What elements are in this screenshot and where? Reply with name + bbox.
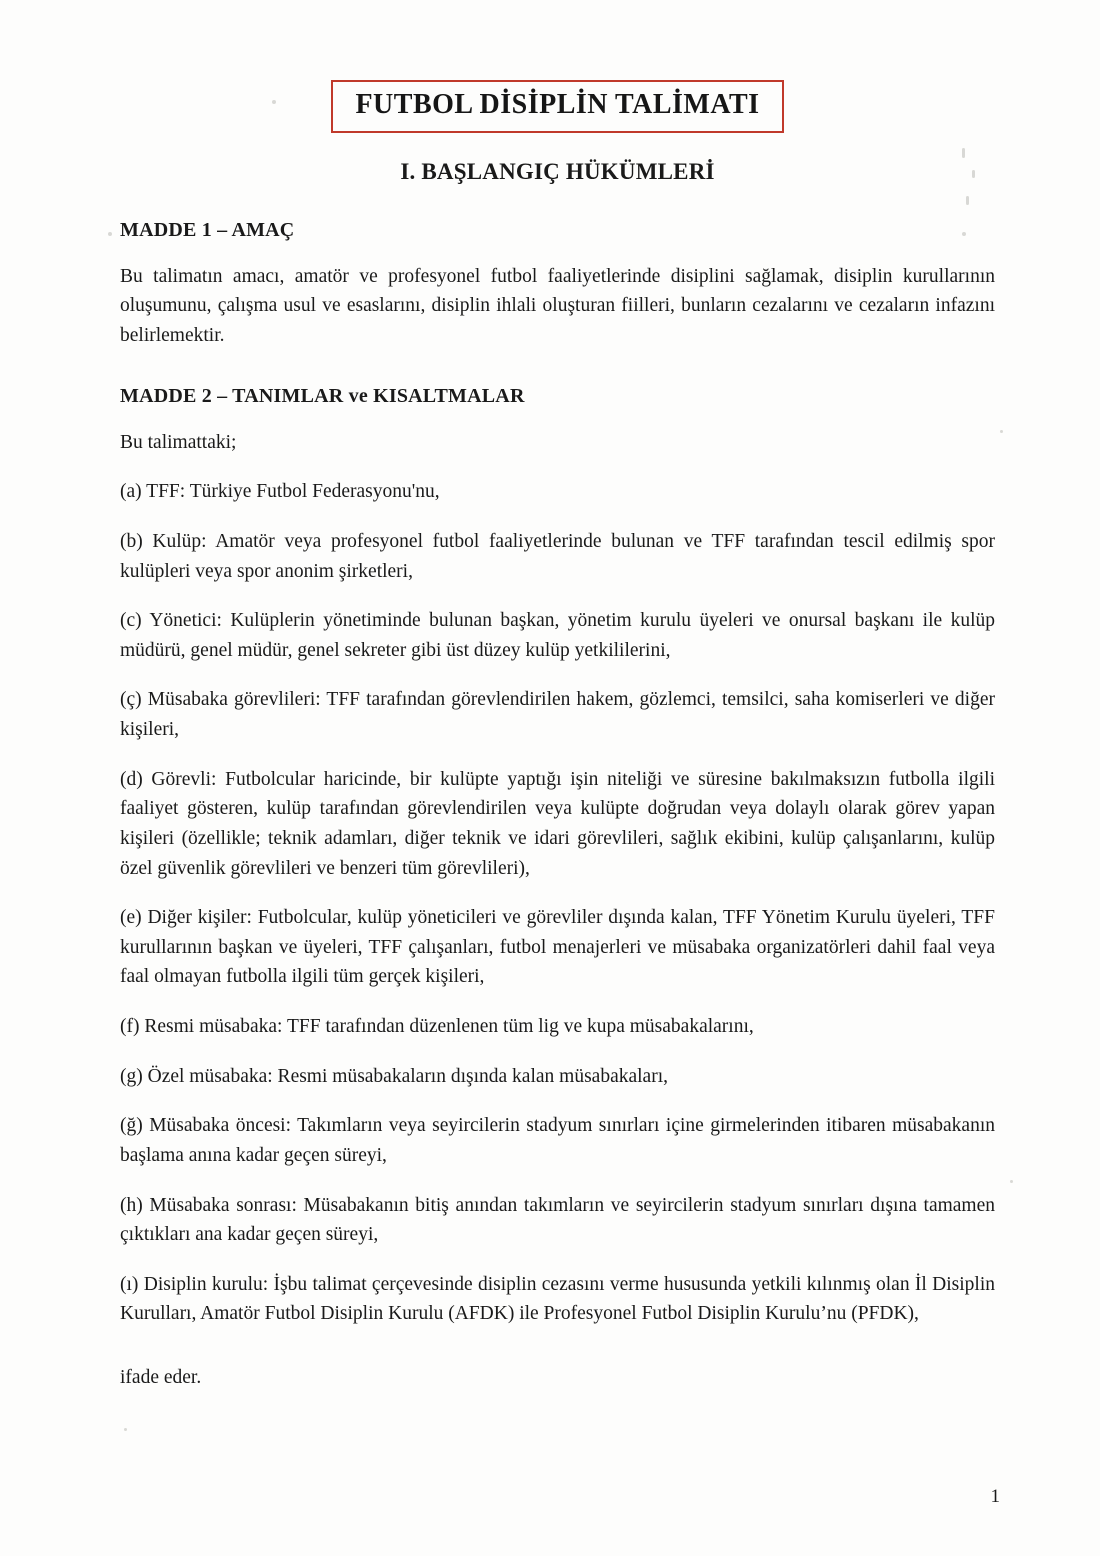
paragraph-madde1-amac: Bu talimatın amacı, amatör ve profesyonel futbol faaliyetlerinde disiplini sağlamak, disiplin kurullarının oluşumunu, çalışma usul ve esaslarını, disiplin ihlali oluşturan fiilleri, bunların cezalarını ve cezaların infazını belirlemektir. [120,265,995,347]
definition-item-e: (e) Diğer kişiler: Futbolcular, kulüp yöneticileri ve görevliler dışında kalan, TFF Yönetim Kurulu üyeleri, TFF kurullarının başkan ve üyeleri, TFF çalışanları, futbol menajerleri ve müsabaka organizatörleri dahil faal veya faal olmayan futbolla ilgili tüm gerçek kişileri, [120,907,995,988]
definition-item-c: (c) Yönetici: Kulüplerin yönetiminde bulunan başkan, yönetim kurulu üyeleri ve onursal başkanı ile kulüp müdürü, genel müdür, genel sekreter gibi üst düzey kulüp yetkililerini, [120,610,995,661]
paragraph-intro: Bu talimattaki; [120,431,237,453]
definition-item-h: (h) Müsabaka sonrası: Müsabakanın bitiş anından takımların ve seyircilerin stadyum sınırları dışına tamamen çıktıkları ana kadar geçen süreyi, [120,1194,995,1246]
page-number: 1 [990,1486,1000,1507]
definition-item-c-cedilla: (ç) Müsabaka görevlileri: TFF tarafından görevlendirilen hakem, gözlemci, temsilci, saha komiserleri ve diğer kişileri, [120,689,995,741]
section-heading-madde-2: MADDE 2 – TANIMLAR ve KISALTMALAR [120,384,525,407]
definition-item-b: (b) Kulüp: Amatör veya profesyonel futbol faaliyetlerinde bulunan ve TFF tarafından tescil edilmiş spor kulüpleri veya spor anonim şirketleri, [120,530,995,582]
document-subtitle: I. BAŞLANGIÇ HÜKÜMLERİ [400,158,715,184]
definition-item-d: (d) Görevli: Futbolcular haricinde, bir kulüpte yaptığı işin niteliği ve süresine bakılmaksızın futbolla ilgili faaliyet gösteren, kulüp tarafından görevlendirilen veya kulüpte doğrudan veya dolaylı olarak görev yapan kişileri (özellikle; teknik adamları, diğer teknik ve idari görevlileri, sağlık ekibini, kulüp çalışanlarını, kulüp özel güvenlik görevlileri ve benzeri tüm görevlileri), [120,768,995,879]
definition-item-f: (f) Resmi müsabaka: TFF tarafından düzenlenen tüm lig ve kupa müsabakalarını, [120,1016,754,1038]
document-title: FUTBOL DİSİPLİN TALİMATI [331,80,783,133]
scan-speckle [124,1428,127,1431]
document-title-container [120,80,995,133]
definition-item-g: (g) Özel müsabaka: Resmi müsabakaların dışında kalan müsabakaları, [120,1065,668,1087]
scan-speckle [108,232,112,236]
closing-phrase: ifade eder. [120,1367,202,1389]
definition-item-a: (a) TFF: Türkiye Futbol Federasyonu'nu, [120,481,440,503]
definition-item-i-dotless: (ı) Disiplin kurulu: İşbu talimat çerçevesinde disiplin cezasını verme hususunda yetkili kılınmış olan İl Disiplin Kurulları, Amatör Futbol Disiplin Kurulu (AFDK) ile Profesyonel Futbol Disiplin Kurulu’nu (PFDK), [120,1273,995,1325]
scan-speckle [1000,430,1003,433]
definition-item-g-breve: (ğ) Müsabaka öncesi: Takımların veya seyircilerin stadyum sınırları içine girmelerinden itibaren müsabakanın başlama anına kadar geçen süreyi, [120,1115,995,1166]
scan-speckle [1010,1180,1013,1183]
section-heading-madde-1: MADDE 1 – AMAÇ [120,218,295,241]
